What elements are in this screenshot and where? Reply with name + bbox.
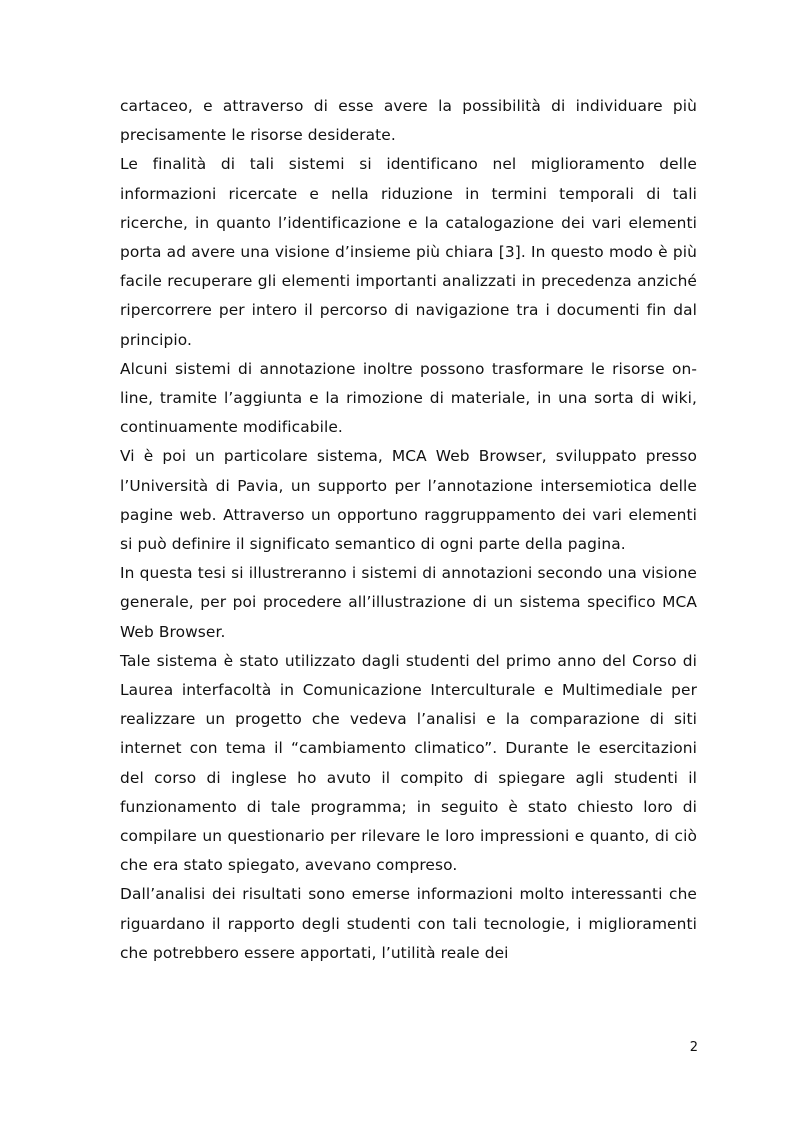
paragraph-6: Tale sistema è stato utilizzato dagli studenti del primo anno del Corso di Laurea interfacoltà in Comunicazione Interculturale e Multimediale per realizzare un progetto che vedeva l’analisi e la comparazione di siti internet con tema il “cambiamento climatico”. Durante le esercitazioni del corso di inglese ho avuto il compito di spiegare agli studenti il funzionamento di tale programma; in seguito è stato chiesto loro di compilare un questionario per rilevare le loro impressioni e quanto, di ciò che era stato spiegato, avevano compreso. xyxy=(120,651,697,875)
body-text xyxy=(120,92,697,968)
page-number: 2 xyxy=(689,1040,698,1055)
paragraph-7: Dall’analisi dei risultati sono emerse informazioni molto interessanti che riguardano il rapporto degli studenti con tali tecnologie, i miglioramenti che potrebbero essere apportati, l’utilità reale dei xyxy=(120,885,697,962)
paragraph-1: cartaceo, e attraverso di esse avere la possibilità di individuare più precisamente le risorse desiderate. xyxy=(120,97,697,145)
paragraph-4: Vi è poi un particolare sistema, MCA Web Browser, sviluppato presso l’Università di Pavia, un supporto per l’annotazione intersemiotica delle pagine web. Attraverso un opportuno raggruppamento dei vari elementi si può definire il significato semantico di ogni parte della pagina. xyxy=(120,447,697,554)
paragraph-3: Alcuni sistemi di annotazione inoltre possono trasformare le risorse on-line, tramite l’aggiunta e la rimozione di materiale, in una sorta di wiki, continuamente modificabile. xyxy=(120,359,697,437)
paragraph-2: Le finalità di tali sistemi si identificano nel miglioramento delle informazioni ricercate e nella riduzione in termini temporali di tali ricerche, in quanto l’identificazione e la catalogazione dei vari elementi porta ad avere una visione d’insieme più chiara [3]. In questo modo è più facile recuperare gli elementi importanti analizzati in precedenza anziché ripercorrere per intero il percorso di navigazione tra i documenti fin dal principio. xyxy=(120,155,697,349)
paragraph-5: In questa tesi si illustreranno i sistemi di annotazioni secondo una visione generale, per poi procedere all’illustrazione di un sistema specifico MCA Web Browser. xyxy=(120,564,697,641)
